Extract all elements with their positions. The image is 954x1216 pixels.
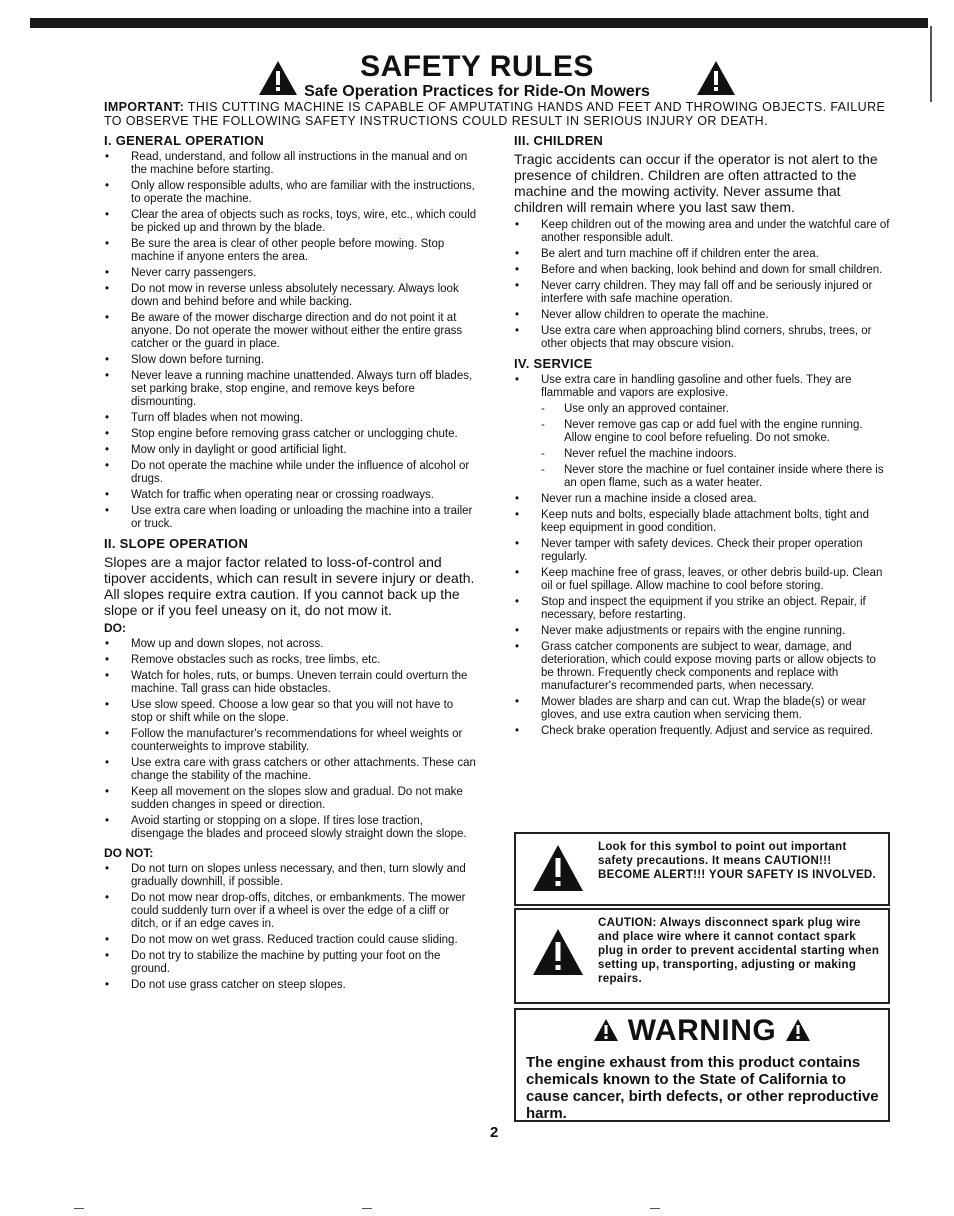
warning-box xyxy=(514,1008,890,1122)
list-item: • Mow up and down slopes, not across. xyxy=(104,638,478,651)
list-item: • Never make adjustments or repairs with the engine running. xyxy=(514,625,890,638)
list-item: • Slow down before turning. xyxy=(104,354,478,367)
left-column xyxy=(104,134,478,998)
service-list xyxy=(514,374,890,738)
list-item: • Never carry children. They may fall off and be seriously injured or interfere with safe machine operation. xyxy=(514,280,890,306)
important-text: THIS CUTTING MACHINE IS CAPABLE OF AMPUTATING HANDS AND FEET AND THROWING OBJECTS. FAILURE TO OBSERVE THE FOLLOWING SAFETY INSTRUCTIONS COULD RESULT IN SERIOUS INJURY OR DEATH. xyxy=(104,100,886,128)
warning-text: The engine exhaust from this product contains chemicals known to the State of California to cause cancer, birth defects, or other reproductive harm. xyxy=(526,1054,879,1122)
page-header xyxy=(0,52,954,102)
list-item: • Stop engine before removing grass catcher or unclogging chute. xyxy=(104,428,478,441)
page-title: SAFETY RULES xyxy=(360,50,594,83)
list-item: • Grass catcher components are subject to wear, damage, and deterioration, which could expose moving parts or allow objects to be thrown. Frequently check components and replace with manufacturer's recommended parts, when necessary. xyxy=(514,641,890,693)
list-item: • Watch for holes, ruts, or bumps. Uneven terrain could overturn the machine. Tall grass can hide obstacles. xyxy=(104,670,478,696)
scan-mark xyxy=(362,1208,372,1209)
section-heading-slope: II. SLOPE OPERATION xyxy=(104,536,249,551)
page-number: 2 xyxy=(490,1124,499,1141)
important-label: IMPORTANT: xyxy=(104,100,185,114)
list-item: • Watch for traffic when operating near or crossing roadways. xyxy=(104,489,478,502)
donot-label: DO NOT: xyxy=(104,846,154,860)
sub-list-item: - Never remove gas cap or add fuel with the engine running. Allow engine to cool before refueling. Do not smoke. xyxy=(514,419,890,445)
list-item: • Do not turn on slopes unless necessary, and then, turn slowly and gradually downhill, if possible. xyxy=(104,863,478,889)
list-item: • Before and when backing, look behind and down for small children. xyxy=(514,264,890,277)
list-item: • Be sure the area is clear of other people before mowing. Stop machine if anyone enters the area. xyxy=(104,238,478,264)
list-item: • Be alert and turn machine off if children enter the area. xyxy=(514,248,890,261)
sub-list-item: - Use only an approved container. xyxy=(514,403,890,416)
list-item: • Mower blades are sharp and can cut. Wrap the blade(s) or wear gloves, and use extra caution when servicing them. xyxy=(514,696,890,722)
caution-text: CAUTION: Always disconnect spark plug wire and place wire where it cannot contact spark plug in order to prevent accidental starting when setting up, transporting, adjusting or making repairs. xyxy=(598,917,880,985)
list-item: • Remove obstacles such as rocks, tree limbs, etc. xyxy=(104,654,478,667)
symbol-notice-box xyxy=(514,832,890,906)
list-item: • Never tamper with safety devices. Check their proper operation regularly. xyxy=(514,538,890,564)
warning-triangle-icon xyxy=(532,928,584,976)
do-list xyxy=(104,638,478,841)
list-item: • Turn off blades when not mowing. xyxy=(104,412,478,425)
slope-lead: Slopes are a major factor related to loss-of-control and tipover accidents, which can result in severe injury or death. All slopes require extra caution. If you cannot back up the slope or if you feel uneasy on it, do not mow it. xyxy=(104,554,475,618)
do-label: DO: xyxy=(104,621,126,635)
list-item: • Do not use grass catcher on steep slopes. xyxy=(104,979,478,992)
list-item: • Never run a machine inside a closed area. xyxy=(514,493,890,506)
right-column xyxy=(514,134,890,744)
list-item: • Use extra care when approaching blind corners, shrubs, trees, or other objects that may obscure vision. xyxy=(514,325,890,351)
top-rule xyxy=(30,18,928,28)
donot-list xyxy=(104,863,478,992)
list-item: • Use extra care in handling gasoline and other fuels. They are flammable and vapors are explosive. xyxy=(514,374,890,400)
warning-triangle-icon xyxy=(785,1018,811,1042)
general-list xyxy=(104,151,478,531)
list-item: • Do not operate the machine while under the influence of alcohol or drugs. xyxy=(104,460,478,486)
warning-heading xyxy=(516,1014,888,1048)
list-item: • Keep machine free of grass, leaves, or other debris build-up. Clean oil or fuel spillage. Allow machine to cool before storing. xyxy=(514,567,890,593)
sub-list-item: - Never store the machine or fuel container inside where there is an open flame, such as a water heater. xyxy=(514,464,890,490)
section-heading-general: I. GENERAL OPERATION xyxy=(104,133,265,148)
list-item: • Use extra care with grass catchers or other attachments. These can change the stability of the machine. xyxy=(104,757,478,783)
section-heading-children: III. CHILDREN xyxy=(514,133,604,148)
list-item: • Keep nuts and bolts, especially blade attachment bolts, tight and keep equipment in good condition. xyxy=(514,509,890,535)
warning-triangle-icon xyxy=(532,844,584,892)
children-list xyxy=(514,219,890,351)
list-item: • Never leave a running machine unattended. Always turn off blades, set parking brake, stop engine, and remove keys before dismounting. xyxy=(104,370,478,409)
list-item: • Do not try to stabilize the machine by putting your foot on the ground. xyxy=(104,950,478,976)
list-item: • Do not mow in reverse unless absolutely necessary. Always look down and behind before and while backing. xyxy=(104,283,478,309)
list-item: • Follow the manufacturer's recommendations for wheel weights or counterweights to improve stability. xyxy=(104,728,478,754)
list-item: • Only allow responsible adults, who are familiar with the instructions, to operate the machine. xyxy=(104,180,478,206)
list-item: • Use extra care when loading or unloading the machine into a trailer or truck. xyxy=(104,505,478,531)
warning-triangle-icon xyxy=(593,1018,619,1042)
symbol-notice-text: Look for this symbol to point out important safety precautions. It means CAUTION!!! BECOME ALERT!!! YOUR SAFETY IS INVOLVED. xyxy=(598,841,877,881)
list-item: • Never allow children to operate the machine. xyxy=(514,309,890,322)
important-notice xyxy=(104,100,894,128)
list-item: • Never carry passengers. xyxy=(104,267,478,280)
caution-box xyxy=(514,908,890,1004)
scan-mark xyxy=(74,1208,84,1209)
scan-mark xyxy=(650,1208,660,1209)
list-item: • Mow only in daylight or good artificial light. xyxy=(104,444,478,457)
list-item: • Read, understand, and follow all instructions in the manual and on the machine before starting. xyxy=(104,151,478,177)
list-item: • Do not mow near drop-offs, ditches, or embankments. The mower could suddenly turn over if a wheel is over the edge of a cliff or ditch, or if an edge caves in. xyxy=(104,892,478,931)
warning-title: WARNING xyxy=(627,1014,777,1047)
list-item: • Check brake operation frequently. Adjust and service as required. xyxy=(514,725,890,738)
list-item: • Use slow speed. Choose a low gear so that you will not have to stop or shift while on the slope. xyxy=(104,699,478,725)
sub-list-item: - Never refuel the machine indoors. xyxy=(514,448,890,461)
list-item: • Keep children out of the mowing area and under the watchful care of another responsible adult. xyxy=(514,219,890,245)
list-item: • Be aware of the mower discharge direction and do not point it at anyone. Do not operate the mower without either the entire grass catcher or the guard in place. xyxy=(104,312,478,351)
list-item: • Do not mow on wet grass. Reduced traction could cause sliding. xyxy=(104,934,478,947)
children-lead: Tragic accidents can occur if the operator is not alert to the presence of children. Children are often attracted to the machine and the mowing activity. Never assume that children will remain where you last saw them. xyxy=(514,151,878,215)
page-subtitle: Safe Operation Practices for Ride-On Mowers xyxy=(304,83,650,100)
list-item: • Clear the area of objects such as rocks, toys, wire, etc., which could be picked up and thrown by the blade. xyxy=(104,209,478,235)
list-item: • Keep all movement on the slopes slow and gradual. Do not make sudden changes in speed or direction. xyxy=(104,786,478,812)
list-item: • Avoid starting or stopping on a slope. If tires lose traction, disengage the blades and proceed slowly straight down the slope. xyxy=(104,815,478,841)
list-item: • Stop and inspect the equipment if you strike an object. Repair, if necessary, before restarting. xyxy=(514,596,890,622)
section-heading-service: IV. SERVICE xyxy=(514,356,593,371)
